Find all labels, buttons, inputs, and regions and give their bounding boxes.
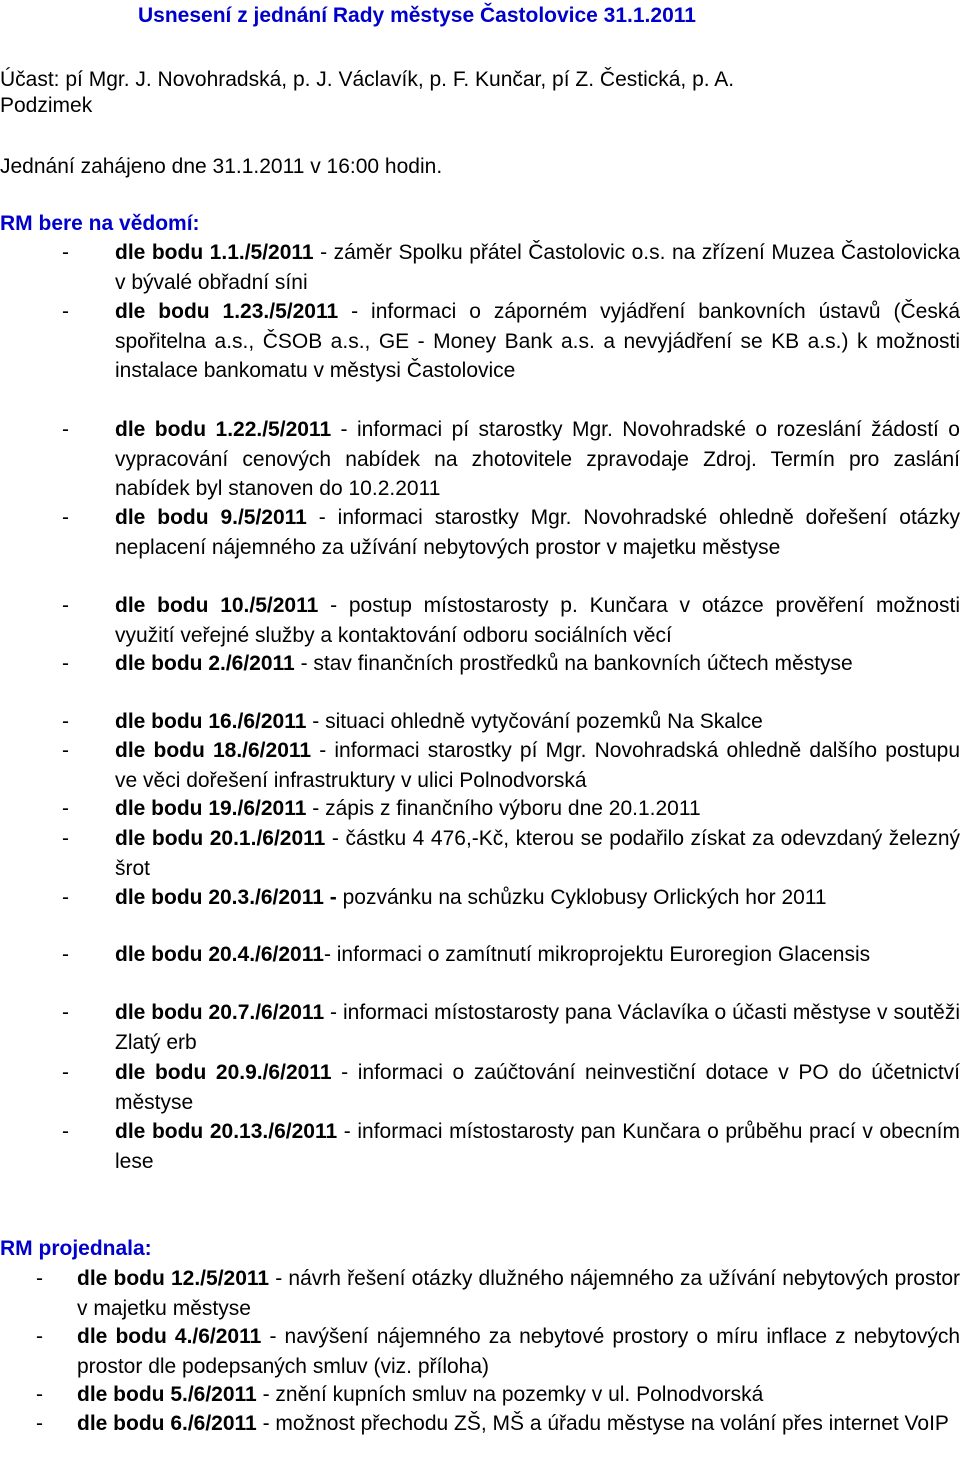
list-item bbox=[62, 238, 960, 297]
item-reference: dle bodu 1.22./5/2011 bbox=[115, 418, 332, 441]
list-dash: - bbox=[36, 1325, 43, 1348]
list-dash: - bbox=[62, 797, 69, 820]
list-dash: - bbox=[62, 1120, 69, 1143]
item-text: - záměr Spolku přátel Častolovic o.s. na zřízení Muzea Častolovicka v bývalé obřadní síni bbox=[115, 241, 960, 294]
list-dash: - bbox=[62, 241, 69, 264]
item-text: - informaci o zamítnutí mikroprojektu Euroregion Glacensis bbox=[323, 943, 871, 966]
list-item bbox=[62, 794, 960, 824]
list-dash: - bbox=[36, 1412, 43, 1435]
list-dash: - bbox=[62, 1001, 69, 1024]
list-item bbox=[62, 998, 960, 1057]
item-reference: dle bodu 19./6/2011 bbox=[115, 797, 307, 820]
list-dash: - bbox=[62, 739, 69, 762]
item-text: - stav finančních prostředků na bankovních účtech městyse bbox=[294, 652, 853, 675]
item-text: - informaci místostarosty pan Kunčara o průběhu prací v obecním lese bbox=[115, 1120, 960, 1173]
section-heading-noted: RM bere na vědomí: bbox=[0, 212, 200, 235]
item-text: - situaci ohledně vytyčování pozemků Na Skalce bbox=[306, 710, 763, 733]
list-dash: - bbox=[62, 710, 69, 733]
item-reference: dle bodu 12./5/2011 bbox=[77, 1267, 270, 1290]
item-reference: dle bodu 20.9./6/2011 bbox=[115, 1061, 332, 1084]
item-text: - zápis z finančního výboru dne 20.1.2011 bbox=[306, 797, 701, 820]
meeting-start-line: Jednání zahájeno dne 31.1.2011 v 16:00 hodin. bbox=[0, 155, 443, 178]
item-text: - částku 4 476,-Kč, kterou se podařilo získat za odevzdaný železný šrot bbox=[115, 827, 960, 880]
list-item bbox=[62, 736, 960, 795]
section-heading-discussed: RM projednala: bbox=[0, 1237, 152, 1260]
list-dash: - bbox=[62, 886, 69, 909]
list-item bbox=[62, 940, 960, 970]
list-item bbox=[62, 883, 960, 913]
list-item bbox=[62, 297, 960, 386]
list-item bbox=[62, 591, 960, 650]
item-reference: dle bodu 10./5/2011 bbox=[115, 594, 319, 617]
list-dash: - bbox=[62, 506, 69, 529]
item-text: - informaci starostky Mgr. Novohradské ohledně dořešení otázky neplacení nájemného za užívání nebytových prostor v majetku městyse bbox=[115, 506, 960, 559]
item-reference: dle bodu 20.4./6/2011 bbox=[115, 943, 324, 966]
item-text: - postup místostarosty p. Kunčara v otázce prověření možnosti využití veřejné služby a kontaktování odboru sociálních věcí bbox=[115, 594, 960, 647]
item-reference: dle bodu 18./6/2011 bbox=[115, 739, 312, 762]
list-item bbox=[36, 1380, 960, 1410]
item-text: - návrh řešení otázky dlužného nájemného za užívání nebytových prostor v majetku městyse bbox=[77, 1267, 960, 1320]
item-reference: dle bodu 1.23./5/2011 bbox=[115, 300, 339, 323]
list-item bbox=[62, 503, 960, 562]
item-text: - znění kupních smluv na pozemky v ul. Polnodvorská bbox=[256, 1383, 764, 1406]
item-text: - informaci starostky pí Mgr. Novohradská ohledně dalšího postupu ve věci dořešení infrastruktury v ulici Polnodvorská bbox=[115, 739, 960, 792]
item-reference: dle bodu 20.3./6/2011 - bbox=[115, 886, 337, 909]
item-text: - navýšení nájemného za nebytové prostory o míru inflace z nebytových prostor dle podepsaných smluv (viz. příloha) bbox=[77, 1325, 960, 1378]
item-reference: dle bodu 4./6/2011 bbox=[77, 1325, 262, 1348]
item-text: - informaci o záporném vyjádření bankovních ústavů (Česká spořitelna a.s., ČSOB a.s., GE - Money Bank a.s. a nevyjádření se KB a.s.) k možnosti instalace bankomatu v městysi Častolovice bbox=[115, 300, 960, 382]
list-dash: - bbox=[62, 1061, 69, 1084]
item-reference: dle bodu 20.13./6/2011 bbox=[115, 1120, 338, 1143]
list-item bbox=[62, 1058, 960, 1117]
item-text: pozvánku na schůzku Cyklobusy Orlických hor 2011 bbox=[336, 886, 827, 909]
item-reference: dle bodu 9./5/2011 bbox=[115, 506, 307, 529]
list-dash: - bbox=[62, 827, 69, 850]
item-reference: dle bodu 20.1./6/2011 bbox=[115, 827, 326, 850]
item-text: - informaci o zaúčtování neinvestiční dotace v PO do účetnictví městyse bbox=[115, 1061, 960, 1114]
item-text: - možnost přechodu ZŠ, MŠ a úřadu městyse na volání přes internet VoIP bbox=[256, 1412, 949, 1435]
item-reference: dle bodu 6./6/2011 bbox=[77, 1412, 257, 1435]
list-item bbox=[36, 1409, 960, 1439]
item-text: - informaci místostarosty pana Václavíka o účasti městyse v soutěži Zlatý erb bbox=[115, 1001, 960, 1054]
list-dash: - bbox=[62, 652, 69, 675]
list-item bbox=[62, 1117, 960, 1176]
item-reference: dle bodu 2./6/2011 bbox=[115, 652, 295, 675]
list-dash: - bbox=[62, 594, 69, 617]
list-item bbox=[62, 415, 960, 504]
item-reference: dle bodu 5./6/2011 bbox=[77, 1383, 257, 1406]
attendance-line-continued: Podzimek bbox=[0, 94, 93, 117]
document-title: Usnesení z jednání Rady městyse Častolovice 31.1.2011 bbox=[138, 4, 696, 27]
list-dash: - bbox=[36, 1383, 43, 1406]
list-item bbox=[62, 707, 960, 737]
list-item bbox=[36, 1264, 960, 1323]
list-dash: - bbox=[62, 943, 69, 966]
item-text: - informaci pí starostky Mgr. Novohradské o rozeslání žádostí o vypracování cenových nabídek na zhotovitele zpravodaje Zdroj. Termín pro zaslání nabídek byl stanoven do 10.2.2011 bbox=[115, 418, 960, 500]
item-reference: dle bodu 16./6/2011 bbox=[115, 710, 307, 733]
item-reference: dle bodu 1.1./5/2011 bbox=[115, 241, 314, 264]
list-dash: - bbox=[62, 300, 69, 323]
attendance-line: Účast: pí Mgr. J. Novohradská, p. J. Václavík, p. F. Kunčar, pí Z. Čestická, p. A. bbox=[0, 68, 735, 91]
item-reference: dle bodu 20.7./6/2011 bbox=[115, 1001, 325, 1024]
list-item bbox=[62, 824, 960, 883]
list-dash: - bbox=[62, 418, 69, 441]
list-item bbox=[36, 1322, 960, 1381]
list-item bbox=[62, 649, 960, 679]
list-dash: - bbox=[36, 1267, 43, 1290]
